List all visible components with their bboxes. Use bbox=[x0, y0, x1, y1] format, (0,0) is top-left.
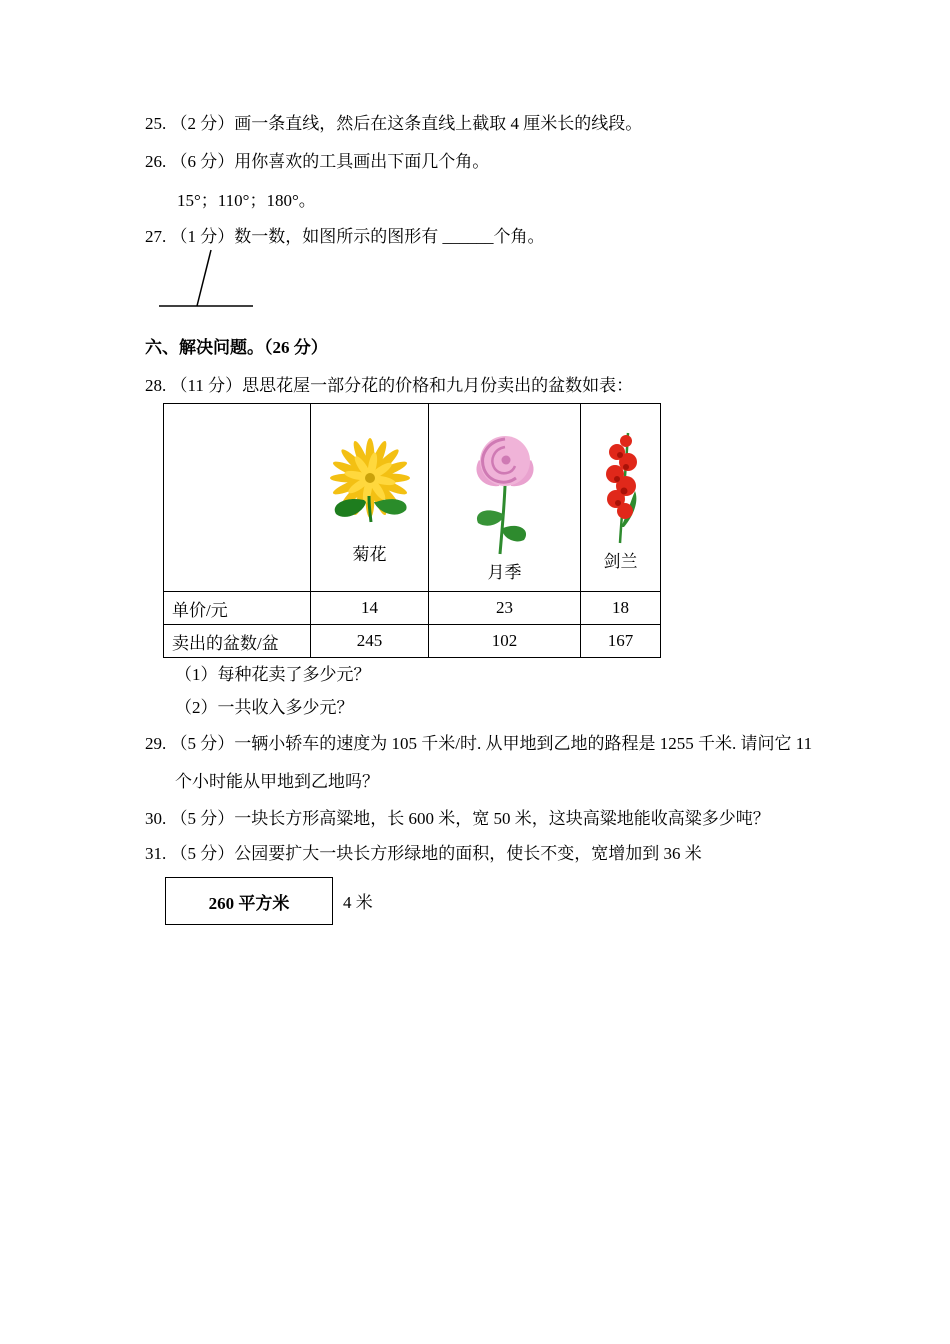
question-27: 27. （1 分）数一数，如图所示的图形有 ______个角。 bbox=[145, 227, 545, 246]
question-30: 30. （5 分）一块长方形高粱地，长 600 米，宽 50 米，这块高粱地能收高粱多少吨？ bbox=[145, 809, 770, 828]
table-cell-gladiolus bbox=[581, 404, 661, 592]
pots-gladiolus: 167 bbox=[581, 625, 661, 658]
question-26-angle-list: 15°；110°；180°。 bbox=[177, 191, 316, 210]
question-28-sub2: （2）一共收入多少元？ bbox=[175, 698, 354, 717]
flower-caption-rose: 月季 bbox=[487, 563, 522, 582]
chrysanthemum-icon bbox=[320, 436, 420, 540]
price-rose: 23 bbox=[429, 592, 581, 625]
green-area-rectangle bbox=[165, 877, 333, 925]
question-25: 25. （2 分）画一条直线，然后在这条直线上截取 4 厘米长的线段。 bbox=[145, 114, 643, 133]
table-image-row bbox=[164, 404, 661, 592]
question-28: 28. （11 分）思思花屋一部分花的价格和九月份卖出的盆数如表： bbox=[145, 376, 634, 395]
table-row-pots-sold bbox=[164, 625, 661, 658]
rectangle-width-label: 4 米 bbox=[343, 893, 373, 912]
row-label-price: 单价/元 bbox=[164, 592, 311, 625]
pots-chrysanthemum: 245 bbox=[311, 625, 429, 658]
question-28-sub1: （1）每种花卖了多少元？ bbox=[175, 665, 371, 684]
table-cell-empty bbox=[164, 404, 311, 592]
question-31: 31. （5 分）公园要扩大一块长方形绿地的面积，使长不变，宽增加到 36 米 bbox=[145, 844, 702, 863]
question-29-line1: 29. （5 分）一辆小轿车的速度为 105 千米/时. 从甲地到乙地的路程是 1255 千米. 请问它 11 bbox=[145, 734, 813, 753]
table-cell-chrysanthemum bbox=[311, 404, 429, 592]
price-gladiolus: 18 bbox=[581, 592, 661, 625]
gladiolus-icon bbox=[596, 429, 646, 547]
price-chrysanthemum: 14 bbox=[311, 592, 429, 625]
flower-caption-chrysanthemum: 菊花 bbox=[352, 545, 387, 564]
flower-price-table bbox=[163, 403, 661, 658]
flower-caption-gladiolus: 剑兰 bbox=[603, 551, 638, 571]
section-6-header: 六、解决问题。（26 分） bbox=[145, 338, 328, 357]
question-29-line2: 个小时能从甲地到乙地吗？ bbox=[175, 772, 379, 791]
rose-icon bbox=[459, 430, 551, 558]
area-label: 260 平方米 bbox=[208, 893, 290, 913]
table-row-price bbox=[164, 592, 661, 625]
table-cell-rose bbox=[429, 404, 581, 592]
question-26: 26. （6 分）用你喜欢的工具画出下面几个角。 bbox=[145, 152, 490, 171]
angle-figure bbox=[150, 243, 265, 313]
pots-rose: 102 bbox=[429, 625, 581, 658]
row-label-pots-sold: 卖出的盆数/盆 bbox=[164, 625, 311, 658]
